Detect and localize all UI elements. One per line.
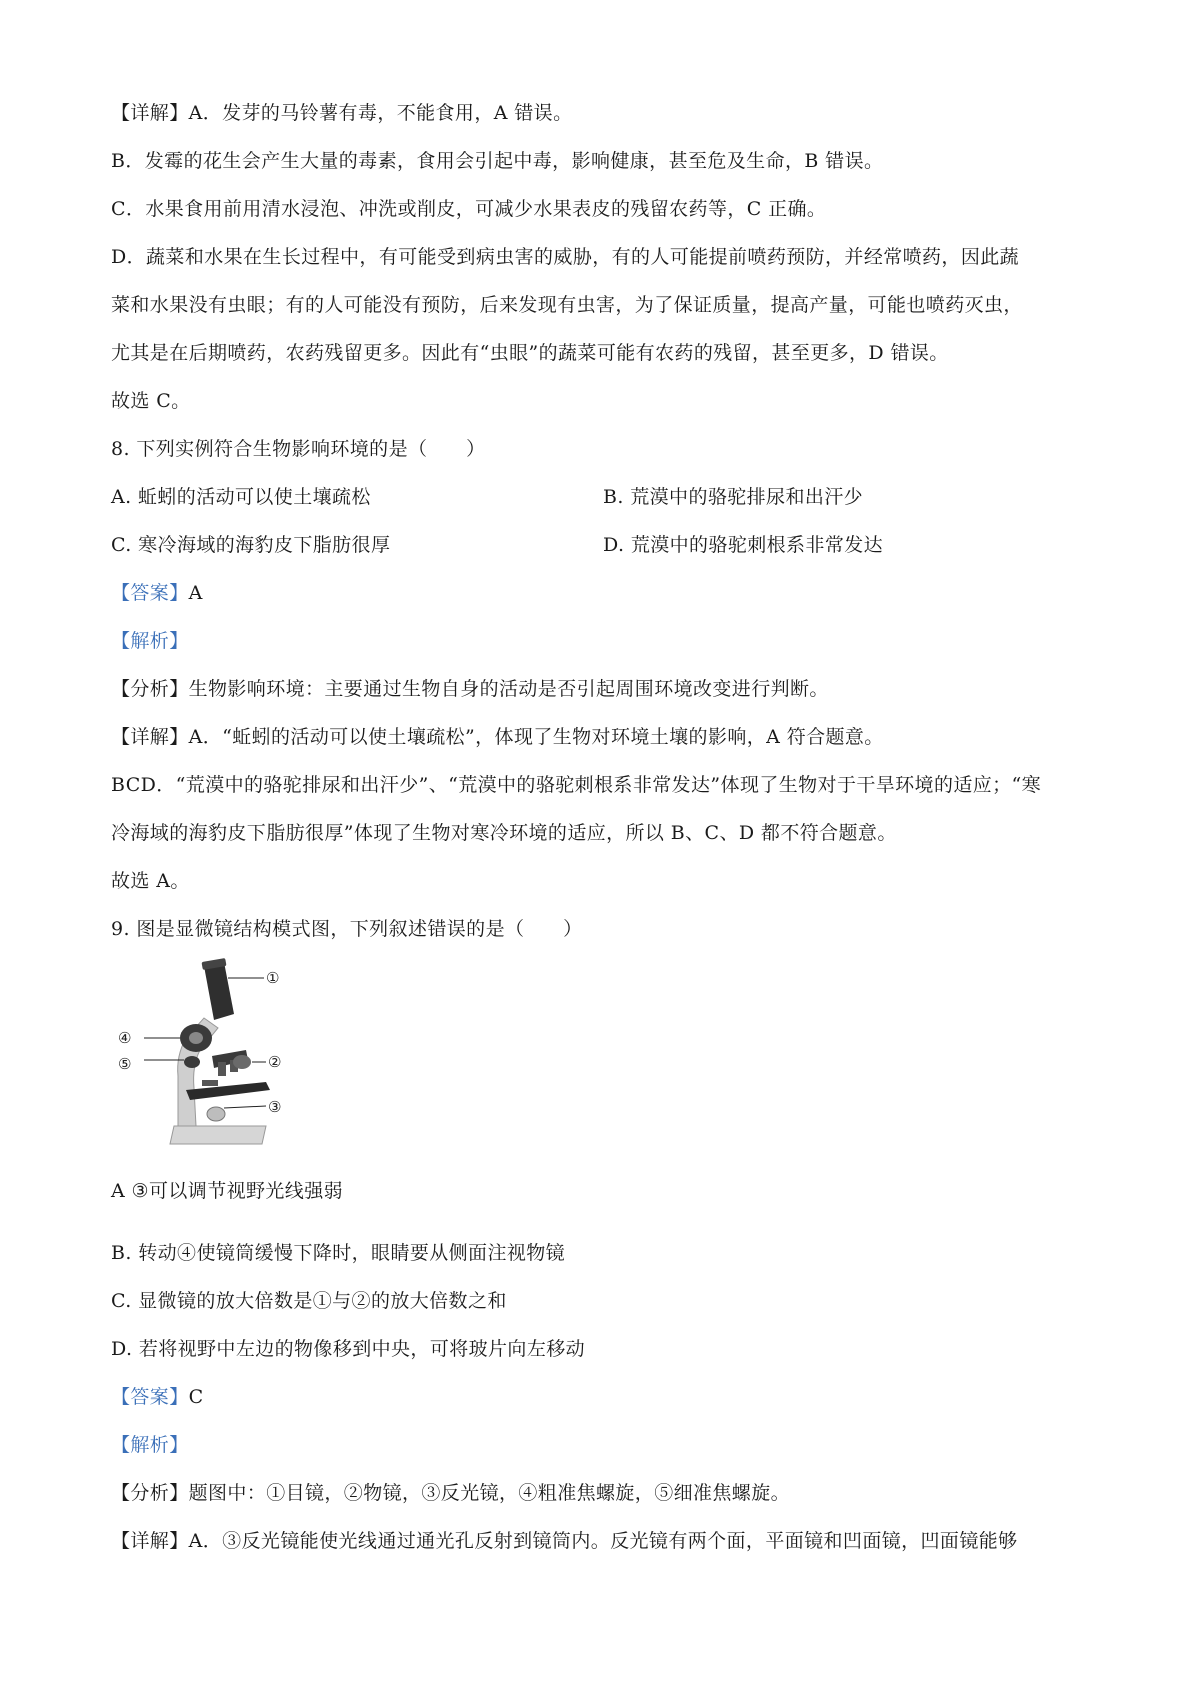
answer-value: A [188, 582, 203, 604]
label-1: ① [266, 969, 280, 987]
q8-answer [111, 580, 203, 606]
eyepiece [204, 962, 234, 1020]
q8-stem: 8. 下列实例符合生物影响环境的是（ ） [111, 438, 486, 460]
mirror [207, 1107, 225, 1121]
q9-option-d: D. 若将视野中左边的物像移到中央，可将玻片向左移动 [111, 1338, 586, 1360]
q9-option-c: C. 显微镜的放大倍数是①与②的放大倍数之和 [111, 1290, 507, 1312]
label-4: ④ [118, 1029, 132, 1047]
q9-fenxi: 【分析】题图中：①目镜，②物镜，③反光镜，④粗准焦螺旋，⑤细准焦螺旋。 [111, 1482, 791, 1504]
q9-stem: 9. 图是显微镜结构模式图，下列叙述错误的是（ ） [111, 918, 583, 940]
q7-detail-a: 【详解】A．发芽的马铃薯有毒，不能食用，A 错误。 [111, 102, 573, 124]
answer-value: C [188, 1386, 204, 1408]
q8-conclusion: 故选 A。 [111, 870, 190, 892]
q8-detail-1: 【详解】A．“蚯蚓的活动可以使土壤疏松”，体现了生物对环境土壤的影响，A 符合题意。 [111, 726, 884, 748]
q8-fenxi: 【分析】生物影响环境：主要通过生物自身的活动是否引起周围环境改变进行判断。 [111, 678, 829, 700]
answer-tag: 【答案】 [111, 582, 189, 604]
q7-detail-d-2: 菜和水果没有虫眼；有的人可能没有预防，后来发现有虫害，为了保证质量，提高产量，可能也喷药灭虫， [111, 294, 1023, 316]
q9-detail: 【详解】A．③反光镜能使光线通过通光孔反射到镜筒内。反光镜有两个面，平面镜和凹面镜，凹面镜能够 [111, 1530, 1018, 1552]
microscope-diagram [116, 958, 306, 1146]
q9-answer [111, 1384, 204, 1410]
q8-detail-3: 冷海域的海豹皮下脂肪很厚”体现了生物对寒冷环境的适应，所以 B、C、D 都不符合题意。 [111, 822, 897, 844]
stage [186, 1082, 270, 1100]
q7-detail-d-3: 尤其是在后期喷药，农药残留更多。因此有“虫眼”的蔬菜可能有农药的残留，甚至更多，D 错误。 [111, 342, 949, 364]
objective-lens [233, 1055, 251, 1069]
q8-option-c: C. 寒冷海域的海豹皮下脂肪很厚 [111, 534, 391, 556]
q9-option-a: A ③可以调节视野光线强弱 [111, 1180, 343, 1202]
fine-adjustment-knob [184, 1056, 200, 1068]
q8-detail-2: BCD．“荒漠中的骆驼排尿和出汗少”、“荒漠中的骆驼刺根系非常发达”体现了生物对于干旱环境的适应；“寒 [111, 774, 1042, 796]
q7-detail-b: B．发霉的花生会产生大量的毒素，食用会引起中毒，影响健康，甚至危及生命，B 错误。 [111, 150, 884, 172]
q8-option-a: A. 蚯蚓的活动可以使土壤疏松 [111, 486, 371, 508]
q9-analysis-tag: 【解析】 [111, 1434, 189, 1456]
q7-detail-d-1: D．蔬菜和水果在生长过程中，有可能受到病虫害的威胁，有的人可能提前喷药预防，并经常喷药，因此蔬 [111, 246, 1020, 268]
label-2: ② [268, 1053, 282, 1071]
microscope-base [170, 1126, 266, 1144]
q8-analysis-tag: 【解析】 [111, 630, 189, 652]
label-5: ⑤ [118, 1055, 132, 1073]
q7-detail-c: C．水果食用前用清水浸泡、冲洗或削皮，可减少水果表皮的残留农药等，C 正确。 [111, 198, 827, 220]
q8-option-d: D. 荒漠中的骆驼刺根系非常发达 [603, 534, 884, 556]
label-3: ③ [268, 1098, 282, 1116]
q9-option-b: B. 转动④使镜筒缓慢下降时，眼睛要从侧面注视物镜 [111, 1242, 566, 1264]
q8-option-b: B. 荒漠中的骆驼排尿和出汗少 [603, 486, 864, 508]
answer-tag: 【答案】 [111, 1386, 189, 1408]
q7-conclusion: 故选 C。 [111, 390, 191, 412]
